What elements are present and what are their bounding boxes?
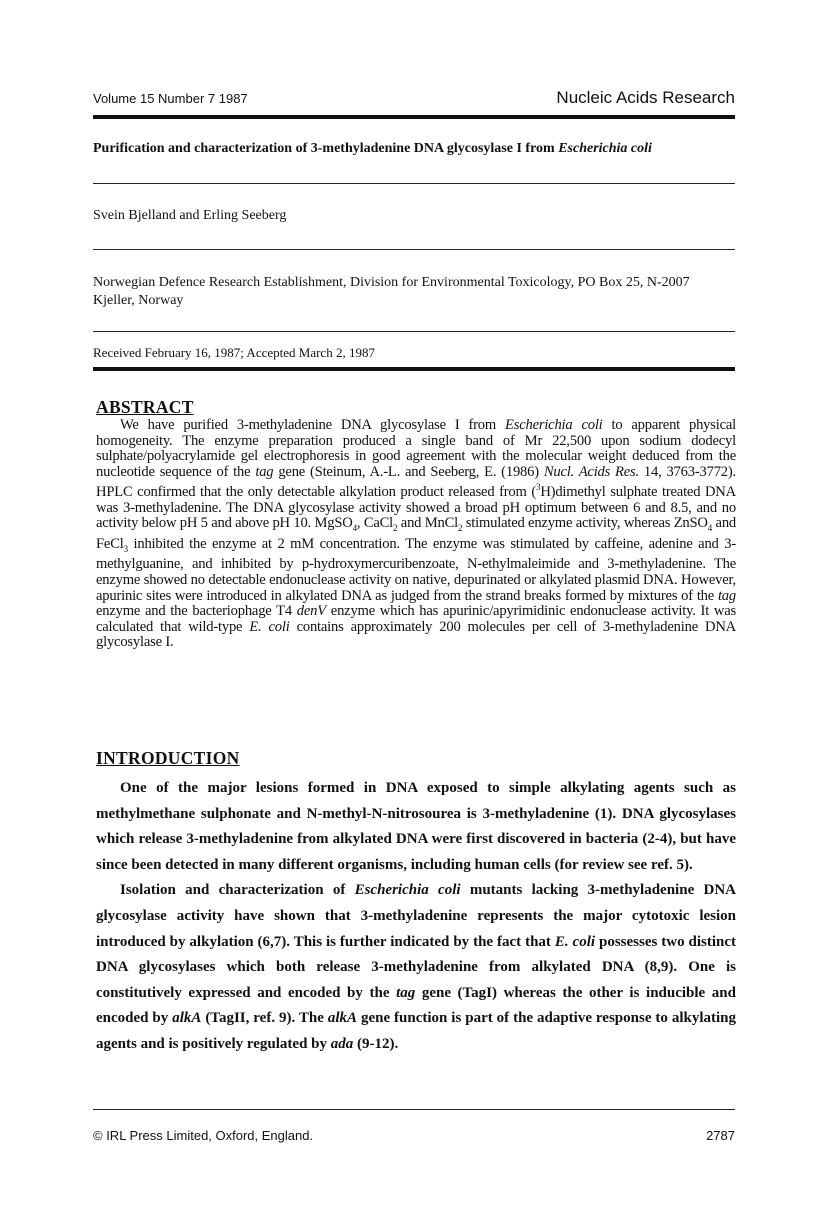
volume-info: Volume 15 Number 7 1987 xyxy=(93,91,248,106)
header-rule xyxy=(93,115,735,119)
footer-rule xyxy=(93,1109,735,1110)
introduction-body xyxy=(96,776,736,1058)
authors: Svein Bjelland and Erling Seeberg xyxy=(93,208,287,223)
divider-thick xyxy=(93,367,735,371)
journal-name: Nucleic Acids Research xyxy=(556,88,735,107)
affiliation: Norwegian Defence Research Establishment, Division for Environmental Toxicology, PO Box 25, N-2007 Kjeller, Norway xyxy=(93,275,690,308)
abstract-body: We have purified 3-methyladenine DNA glycosylase I from Escherichia coli to apparent physical homogeneity. The enzyme preparation produced a single band of Mr 22,500 upon sodium dodecyl sulphate/polyacrylamide gel electrophoresis in good agreement with the molecular weight deduced from the nucleotide sequence of the tag gene (Steinum, A.-L. and Seeberg, E. (1986) Nucl. Acids Res. 14, 3763-3772). HPLC confirmed that the only detectable alkylation product released from ($^3$H)dimethyl sulphate treated DNA was 3-methyladenine. The DNA glycosylase activity showed a broad pH optimum between 6 and 8.5, and no activity below pH 5 and above pH 10. MgSO$_4$, CaCl$_2$ and MnCl$_2$ stimulated enzyme activity, whereas ZnSO$_4$ and FeCl$_3$ inhibited the enzyme at 2 mM concentration. The enzyme was stimulated by caffeine, adenine and 3-methylguanine, and inhibited by p-hydroxymercuribenzoate, N-ethylmaleimide and 3-methyladenine. The enzyme showed no detectable endonuclease activity on native, depurinated or alkylated plasmid DNA. However, apurinic sites were introduced in alkylated DNA as judged from the strand breaks formed by mixtures of the tag enzyme and the bacteriophage T4 denV enzyme which has apurinic/apyrimidinic endonuclease activity. It was calculated that wild-type E. coli contains approximately 200 molecules per cell of 3-methyladenine DNA glycosylase I. xyxy=(96,417,737,651)
article-title: Purification and characterization of 3-methyladenine DNA glycosylase I from Escherichia coli xyxy=(93,141,652,156)
divider xyxy=(93,249,735,250)
divider xyxy=(93,331,735,332)
page-number: 2787 xyxy=(706,1128,735,1143)
introduction-heading: INTRODUCTION xyxy=(96,748,240,768)
intro-paragraph-2: Isolation and characterization of Escherichia coli mutants lacking 3-methyladenine DNA glycosylase activity have shown that 3-methyladenine represents the major cytotoxic lesion introduced by alkylation (6,7). This is further indicated by the fact that E. coli possesses two distinct DNA glycosylases which both release 3-methyladenine from alkylated DNA (8,9). One is constitutively expressed and encoded by the tag gene (TagI) whereas the other is inducible and encoded by alkA (TagII, ref. 9). The alkA gene function is part of the adaptive response to alkylating agents and is positively regulated by ada (9-12). xyxy=(96,882,737,1052)
copyright: © IRL Press Limited, Oxford, England. xyxy=(93,1128,314,1143)
divider xyxy=(93,183,735,184)
abstract-heading: ABSTRACT xyxy=(96,397,194,417)
intro-paragraph-1: One of the major lesions formed in DNA exposed to simple alkylating agents such as methylmethane sulphonate and N-methyl-N-nitrosourea is 3-methyladenine (1). DNA glycosylases which release 3-methyladenine from alkylated DNA were first discovered in bacteria (2-4), but have since been detected in many different organisms, including human cells (for review see ref. 5). xyxy=(96,780,736,873)
received-dates: Received February 16, 1987; Accepted March 2, 1987 xyxy=(93,345,375,360)
